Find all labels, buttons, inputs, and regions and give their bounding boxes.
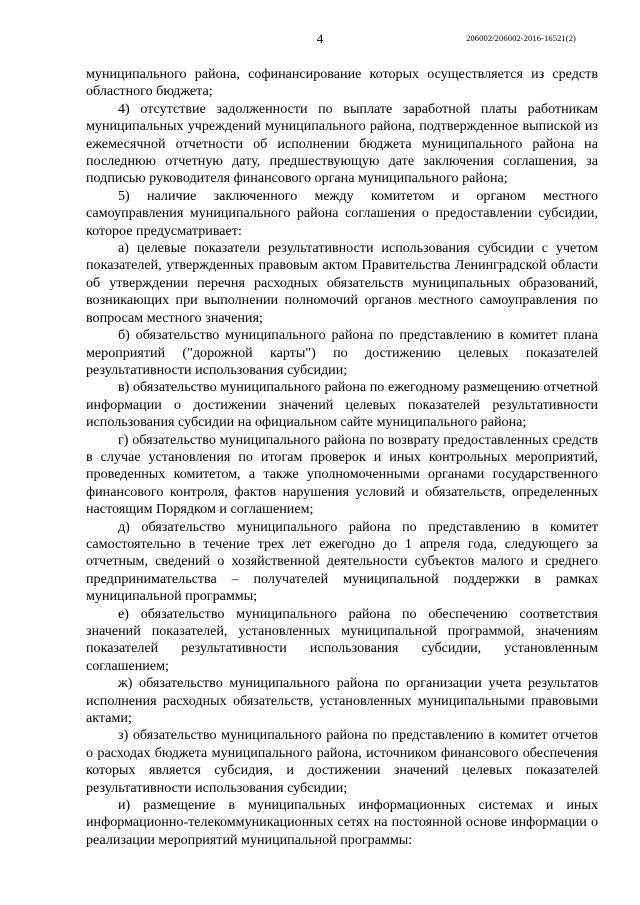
paragraph-subitem-a: а) целевые показатели результативности использования субсидии с учетом показателей, утвержденных правовым актом Правительства Ленинградской области об утверждении перечня расходных обязательств муниципальных образований, возникающих при выполнении полномочий органов местного самоуправления по вопросам местного значения; [86,240,598,326]
paragraph-subitem-v: в) обязательство муниципального района по ежегодному размещению отчетной информации о достижении значений целевых показателей результативности использования субсидии на официальном сайте муниципального района; [86,379,598,431]
page-number: 4 [316,31,324,46]
paragraph-subitem-zh: ж) обязательство муниципального района по организации учета результатов исполнения расходных обязательств, установленных муниципальными правовыми актами; [86,675,598,727]
paragraph-item-4: 4) отсутствие задолженности по выплате заработной платы работникам муниципальных учреждений муниципального района, подтвержденное выпиской из ежемесячной отчетности об исполнении бюджета муниципального района на последнюю отчетную дату, предшествующую дате заключения соглашения, за подписью руководителя финансового органа муниципального района; [86,100,598,187]
body-text [86,66,598,849]
paragraph-subitem-e: е) обязательство муниципального района по обеспечению соответствия значений показателей, установленных муниципальной программой, значениям показателей результативности использования субсидии, установленным соглашением; [86,605,598,674]
paragraph-item-5: 5) наличие заключенного между комитетом и органом местного самоуправления муниципального района соглашения о предоставлении субсидии, которое предусматривает: [86,187,598,239]
paragraph-subitem-b: б) обязательство муниципального района по представлению в комитет плана мероприятий ("дорожной карты") по достижению целевых показателей результативности использования субсидии; [86,327,598,378]
paragraph-subitem-d: д) обязательство муниципального района по представлению в комитет самостоятельно в течение трех лет ежегодно до 1 апреля года, следующего за отчетным, сведений о хозяйственной деятельности субъектов малого и среднего предпринимательства – получателей муниципальной поддержки в рамках муниципальной программы; [86,518,598,605]
document-code: 206002/206002-2016-16521(2) [466,33,576,43]
paragraph-subitem-i: и) размещение в муниципальных информационных системах и иных информационно-телекоммуникационных сетях на постоянной основе информации о реализации мероприятий муниципальной программы: [86,797,598,848]
paragraph-subitem-g: г) обязательство муниципального района по возврату предоставленных средств в случае установления по итогам проверок и иных контрольных мероприятий, проведенных комитетом, а также уполномоченными органами государственного финансового контроля, фактов нарушения условий и обязательств, определенных настоящим Порядком и соглашением; [86,431,598,518]
paragraph-subitem-z: з) обязательство муниципального района по представлению в комитет отчетов о расходах бюджета муниципального района, источником финансового обеспечения которых является субсидия, и достижении значений целевых показателей результативности использования субсидии; [86,727,598,796]
paragraph-continuation: муниципального района, софинансирование которых осуществляется из средств областного бюджета; [86,66,598,100]
